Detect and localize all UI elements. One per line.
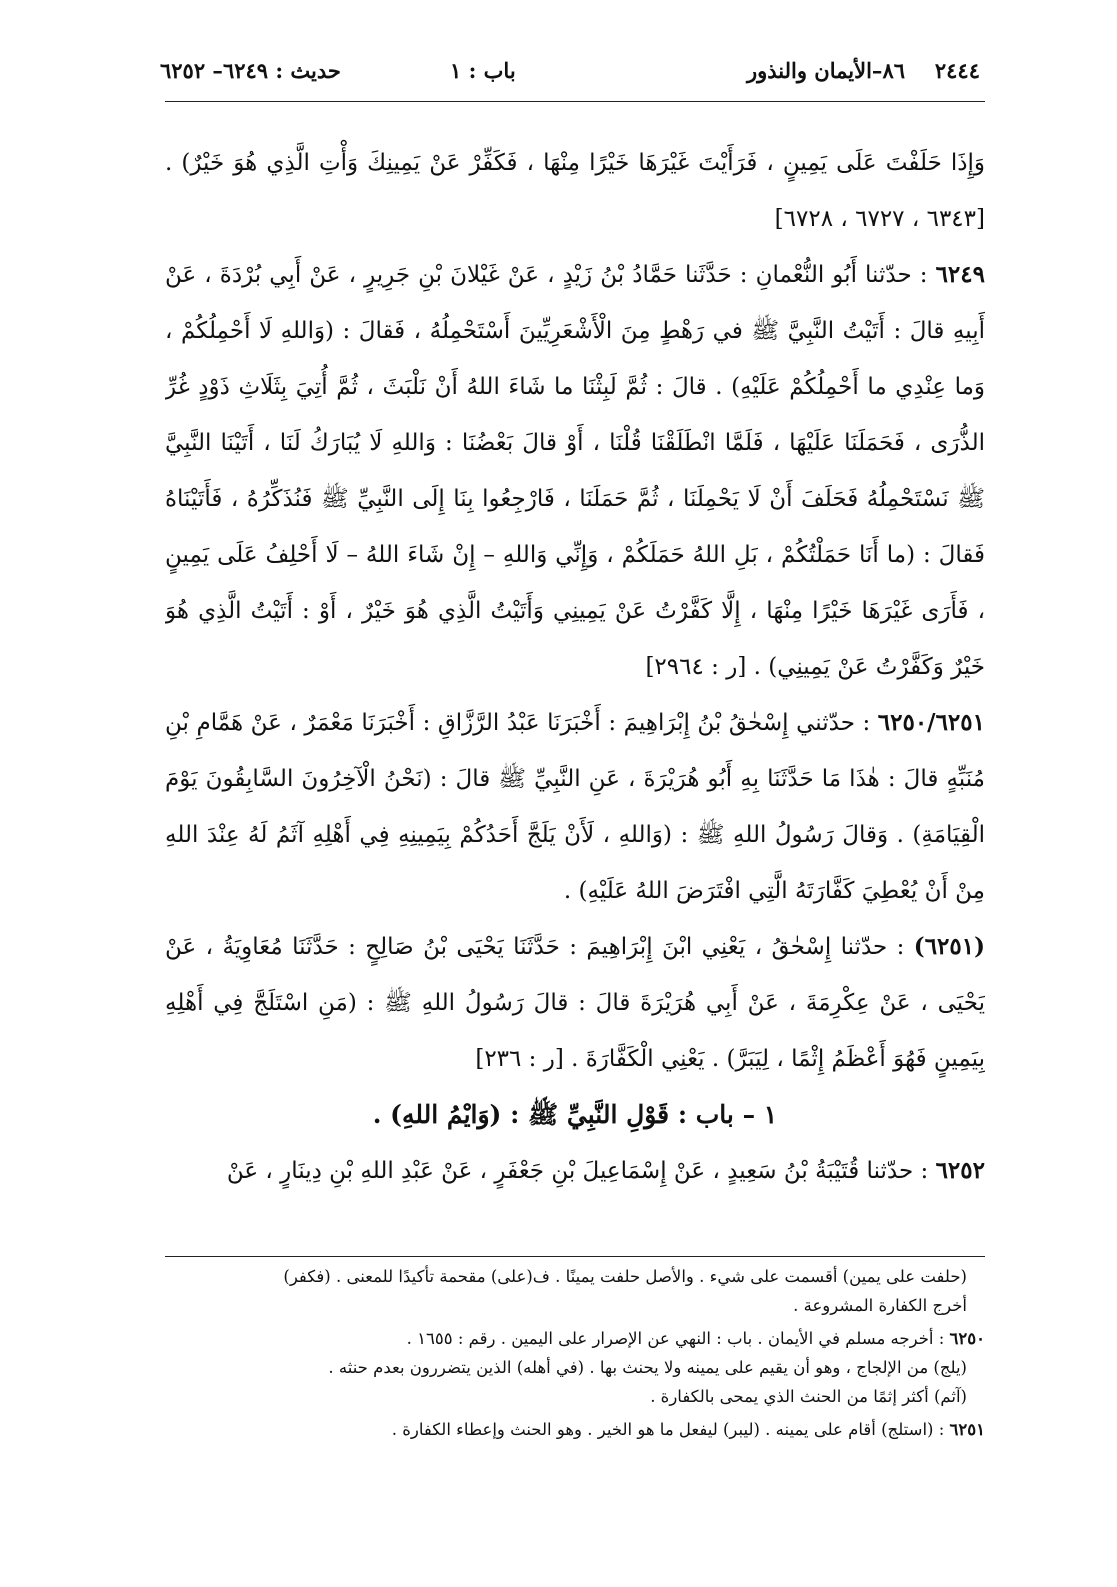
hadith-text: : حدّثنا أَبُو النُّعْمانِ : حَدَّثَنا حَمَّادُ بْنُ زَيْدٍ ، عَنْ غَيْلانَ بْنِ جَرِيرٍ ، عَنْ أَبِي بُرْدَةَ ، عَنْ أَبِيهِ قالَ : أَتَيْتُ النَّبِيَّ ﷺ في رَهْطٍ مِنَ الْأَشْعَرِيِّينَ أَسْتَحْمِلُهُ ، فَقالَ : (وَاللهِ لَا أَحْمِلُكُمْ ، وَما عِنْدِي ما أَحْمِلُكُمْ عَلَيْهِ) . قالَ : ثُمَّ لَبِثْنَا ما شَاءَ اللهُ أَنْ نَلْبَثَ ، ثُمَّ أُتِيَ بِثَلَاثِ ذَوْدٍ غُرِّ الذُّرَى ، فَحَمَلَنَا عَلَيْهَا ، فَلَمَّا انْطَلَقْنَا قُلْنَا ، أَوْ قالَ بَعْضُنَا : وَاللهِ لَا يُبَارَكُ لَنَا ، أَتَيْنَا النَّبِيَّ ﷺ نَسْتَحْمِلُهُ فَحَلَفَ أَنْ لَا يَحْمِلَنَا ، ثُمَّ حَمَلَنَا ، فَارْجِعُوا بِنَا إِلَى النَّبِيِّ ﷺ فَنُذَكِّرُهُ ، فَأَتَيْنَاهُ فَقالَ : (ما أَنَا حَمَلْتُكُمْ ، بَلِ اللهُ حَمَلَكُمْ ، وَإِنِّي وَاللهِ – إِنْ شَاءَ اللهُ – لَا أَحْلِفُ عَلَى يَمِينٍ ، فَأَرَى غَيْرَهَا خَيْرًا مِنْهَا ، إِلَّا كَفَّرْتُ عَنْ يَمِينِي وَأَتَيْتُ الَّذِي هُوَ خَيْرٌ ، أَوْ : أَتَيْتُ الَّذِي هُوَ خَيْرٌ وَكَفَّرْتُ عَنْ يَمِينِي) . [ر : ٢٩٦٤] — [165, 262, 985, 680]
footnote-line: (آثم) أكثر إثمًا من الحنث الذي يمحى بالكفارة . — [650, 1387, 967, 1406]
hadith-number: ٦٢٥٠/٦٢٥١ — [877, 709, 985, 736]
hadith-text: : حدّثنا قُتَيْبَةُ بْنُ سَعِيدٍ ، عَنْ إِسْمَاعِيلَ بْنِ جَعْفَرٍ ، عَنْ عَبْدِ اللهِ بْنِ دِينَارٍ ، عَنْ — [226, 1158, 936, 1184]
bab-heading: ١ – باب : قَوْلِ النَّبِيِّ ﷺ : (وَايْمُ اللهِ) . — [372, 1100, 778, 1129]
footnote-divider — [165, 1256, 985, 1257]
hadith-number: (٦٢٥١) — [913, 933, 985, 960]
footnotes — [165, 1262, 985, 1502]
hadith-number: ٦٢٥٢ — [935, 1157, 985, 1184]
hadith-6250-6251 — [165, 695, 985, 919]
footnote-text: : أخرجه مسلم في الأيمان . باب : النهي عن الإصرار على اليمين . رقم : ١٦٥٥ . — [406, 1329, 950, 1348]
footnote-6250 — [165, 1324, 985, 1353]
main-text — [165, 135, 985, 1250]
hadith-6249 — [165, 247, 985, 695]
footnote-line: (حلفت على يمين) أقسمت على شيء . والأصل حلفت يمينًا . ف(على) مقحمة تأكيدًا للمعنى . (فكفر) — [283, 1267, 967, 1286]
bab-label: باب : ١ — [450, 58, 516, 83]
hadith-6252 — [165, 1143, 985, 1199]
hadith-text: : حدّثنا إِسْحٰقُ ، يَعْنِي ابْنَ إِبْرَاهِيمَ : حَدَّثَنَا يَحْيَى بْنُ صَالِحٍ : حَدَّثَنَا مُعَاوِيَةُ ، عَنْ يَحْيَى ، عَنْ عِكْرِمَةَ ، عَنْ أَبِي هُرَيْرَةَ قالَ : قالَ رَسُولُ اللهِ ﷺ : (مَنِ اسْتَلَجَّ فِي أَهْلِهِ بِيَمِينٍ فَهُوَ أَعْظَمُ إِثْمًا ، لِيَبَرَّ) . يَعْنِي الْكَفَّارَةَ . [ر : ٢٣٦] — [165, 934, 985, 1072]
hadith-range: حديث : ٦٢٤٩– ٦٢٥٢ — [160, 58, 341, 83]
header-divider — [165, 101, 985, 102]
footnote-line: (يلج) من الإلجاج ، وهو أن يقيم على يمينه ولا يحنث بها . (في أهله) الذين يتضررون بعدم حنثه . — [328, 1358, 967, 1377]
hadith-text: : حدّثني إِسْحٰقُ بْنُ إِبْرَاهِيمَ : أَخْبَرَنَا عَبْدُ الرَّزَّاقِ : أَخْبَرَنَا مَعْمَرٌ ، عَنْ هَمَّامِ بْنِ مُنَبِّهٍ قالَ : هٰذَا مَا حَدَّثَنَا بِهِ أَبُو هُرَيْرَةَ ، عَنِ النَّبِيِّ ﷺ قالَ : (نَحْنُ الْآخِرُونَ السَّابِقُونَ يَوْمَ الْقِيَامَةِ) . وَقالَ رَسُولُ اللهِ ﷺ : (وَاللهِ ، لَأَنْ يَلَجَّ أَحَدُكُمْ بِيَمِينِهِ فِي أَهْلِهِ آثَمُ لَهُ عِنْدَ اللهِ مِنْ أَنْ يُعْطِيَ كَفَّارَتَهُ الَّتِي افْتَرَضَ اللهُ عَلَيْهِ) . — [165, 710, 985, 904]
footnote-6251 — [165, 1415, 985, 1444]
footnote-text: : (استلج) أقام على يمينه . (ليبر) ليفعل ما هو الخير . وهو الحنث وإعطاء الكفارة . — [391, 1420, 950, 1439]
footnote-number: ٦٢٥٠ — [949, 1329, 985, 1348]
chapter-title: ٨٦–الأيمان والنذور — [746, 58, 905, 83]
hadith-number: ٦٢٤٩ — [935, 261, 985, 288]
footnote-line: أخرج الكفارة المشروعة . — [793, 1296, 967, 1315]
page-header — [160, 52, 980, 92]
page-number: ٢٤٤٤ — [934, 58, 980, 83]
paragraph-6248-end: وَإِذَا حَلَفْتَ عَلَى يَمِينٍ ، فَرَأَيْتَ غَيْرَهَا خَيْرًا مِنْهَا ، فَكَفِّرْ عَنْ يَمِينِكَ وَأْتِ الَّذِي هُوَ خَيْرٌ) . [٦٣٤٣ ، ٦٧٢٧ ، ٦٧٢٨] — [165, 150, 985, 232]
hadith-6251 — [165, 919, 985, 1087]
footnote-number: ٦٢٥١ — [949, 1420, 985, 1439]
